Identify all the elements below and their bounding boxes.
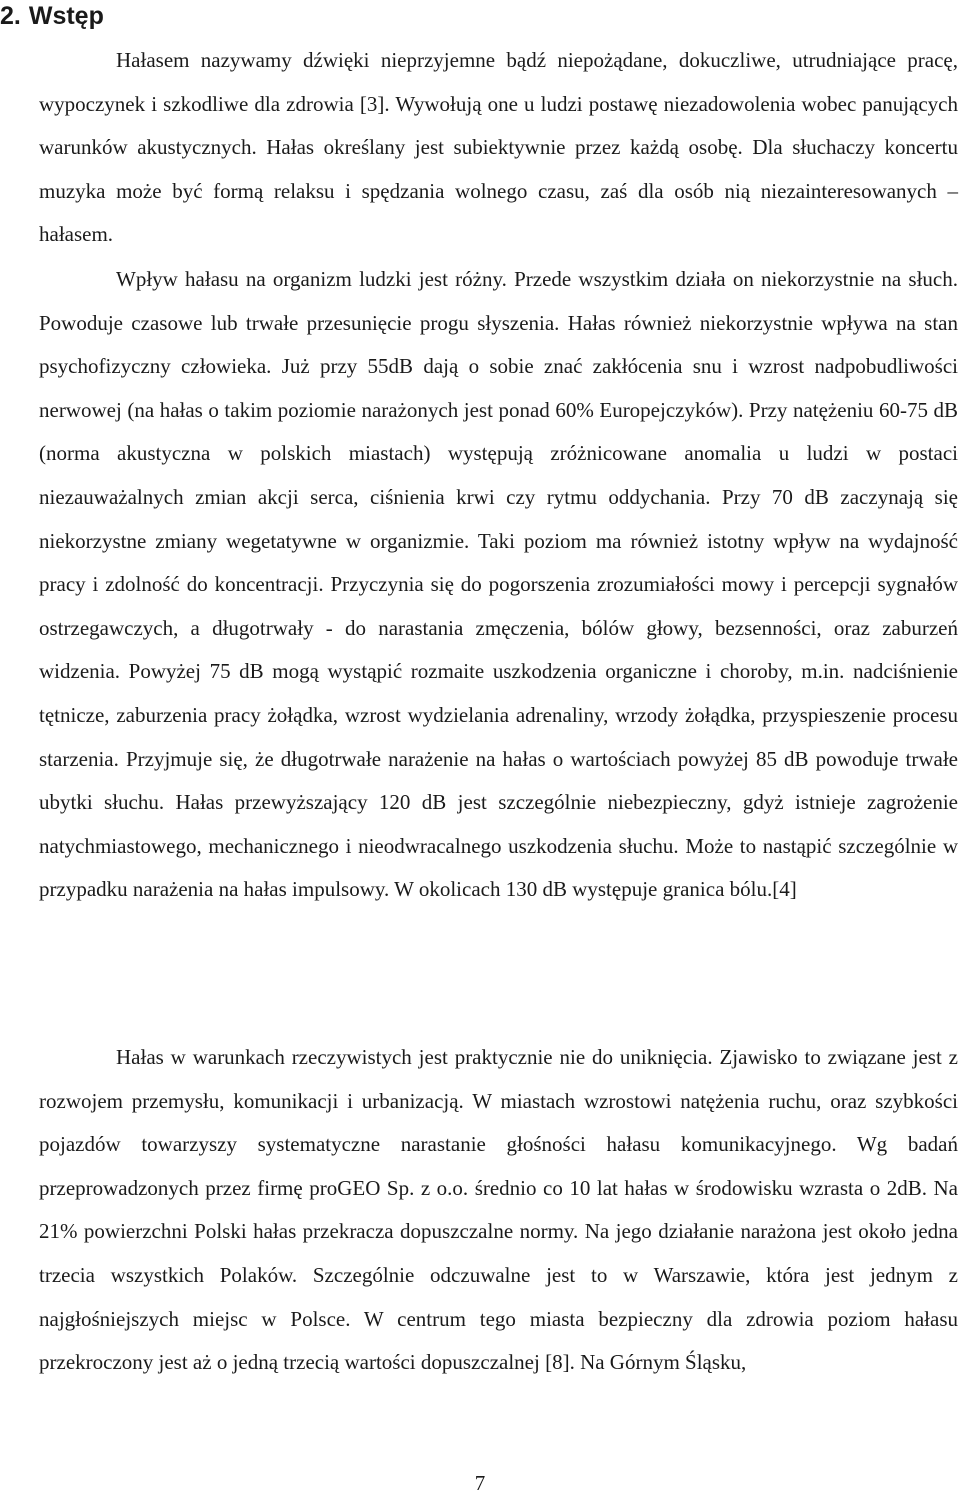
paragraph: Wpływ hałasu na organizm ludzki jest różny. Przede wszystkim działa on niekorzystnie na słuch. Powoduje czasowe lub trwałe przesunięcie progu słyszenia. Hałas również niekorzystnie wpływa na stan psychofizyczny człowieka. Już przy 55dB dają o sobie znać zakłócenia snu i wzrost nadpobudliwości nerwowej (na hałas o takim poziomie narażonych jest ponad 60% Europejczyków). Przy natężeniu 60-75 dB (norma akustyczna w polskich miastach) występują zróżnicowane anomalia u ludzi w postaci niezauważalnych zmian akcji serca, ciśnienia krwi czy rytmu oddychania. Przy 70 dB zaczynają się niekorzystne zmiany wegetatywne w organizmie. Taki poziom ma również istotny wpływ na wydajność pracy i zdolność do koncentracji. Przyczynia się do pogorszenia zrozumiałości mowy i percepcji sygnałów ostrzegawczych, a długotrwały - do narastania zmęczenia, bólów głowy, bezsenności, oraz zaburzeń widzenia. Powyżej 75 dB mogą wystąpić rozmaite uszkodzenia organiczne i choroby, m.in. nadciśnienie tętnicze, zaburzenia pracy żołądka, wzrost wydzielania adrenaliny, wrzody żołądka, przyspieszenie procesu starzenia. Przyjmuje się, że długotrwałe narażenie na hałas o wartościach powyżej 85 dB powoduje trwałe ubytki słuchu. Hałas przewyższający 120 dB jest szczególnie niebezpieczny, gdyż istnieje zagrożenie natychmiastowego, mechanicznego i nieodwracalnego uszkodzenia słuchu. Może to nastąpić szczególnie w przypadku narażenia na hałas impulsowy. W okolicach 130 dB występuje granica bólu.[4] [39,267,958,902]
paragraph-block-1 [39,39,958,257]
section-number: 2. [0,2,21,30]
paragraph-block-2 [39,258,958,912]
section-title: Wstęp [28,2,104,30]
paragraph: Hałas w warunkach rzeczywistych jest praktycznie nie do uniknięcia. Zjawisko to związane jest z rozwojem przemysłu, komunikacji i urbanizacją. W miastach wzrostowi natężenia ruchu, oraz szybkości pojazdów towarzyszy systematyczne narastanie głośności hałasu komunikacyjnego. Wg badań przeprowadzonych przez firmę proGEO Sp. z o.o. średnio co 10 lat hałas w środowisku wzrasta o 2dB. Na 21% powierzchni Polski hałas przekracza dopuszczalne normy. Na jego działanie narażona jest około jedna trzecia wszystkich Polaków. Szczególnie odczuwalne jest to w Warszawie, która jest jednym z najgłośniejszych miejsc w Polsce. W centrum tego miasta bezpieczny dla zdrowia poziom hałasu przekroczony jest aż o jedną trzecią wartości dopuszczalnej [8]. Na Górnym Śląsku, [39,1045,958,1375]
section-heading [0,0,104,32]
page-number: 7 [474,1471,486,1495]
paragraph-block-3 [39,1036,958,1385]
paragraph: Hałasem nazywamy dźwięki nieprzyjemne bądź niepożądane, dokuczliwe, utrudniające pracę, wypoczynek i szkodliwe dla zdrowia [3]. Wywołują one u ludzi postawę niezadowolenia wobec panujących warunków akustycznych. Hałas określany jest subiektywnie przez każdą osobę. Dla słuchaczy koncertu muzyka może być formą relaksu i spędzania wolnego czasu, zaś dla osób nią niezainteresowanych – hałasem. [39,48,958,247]
